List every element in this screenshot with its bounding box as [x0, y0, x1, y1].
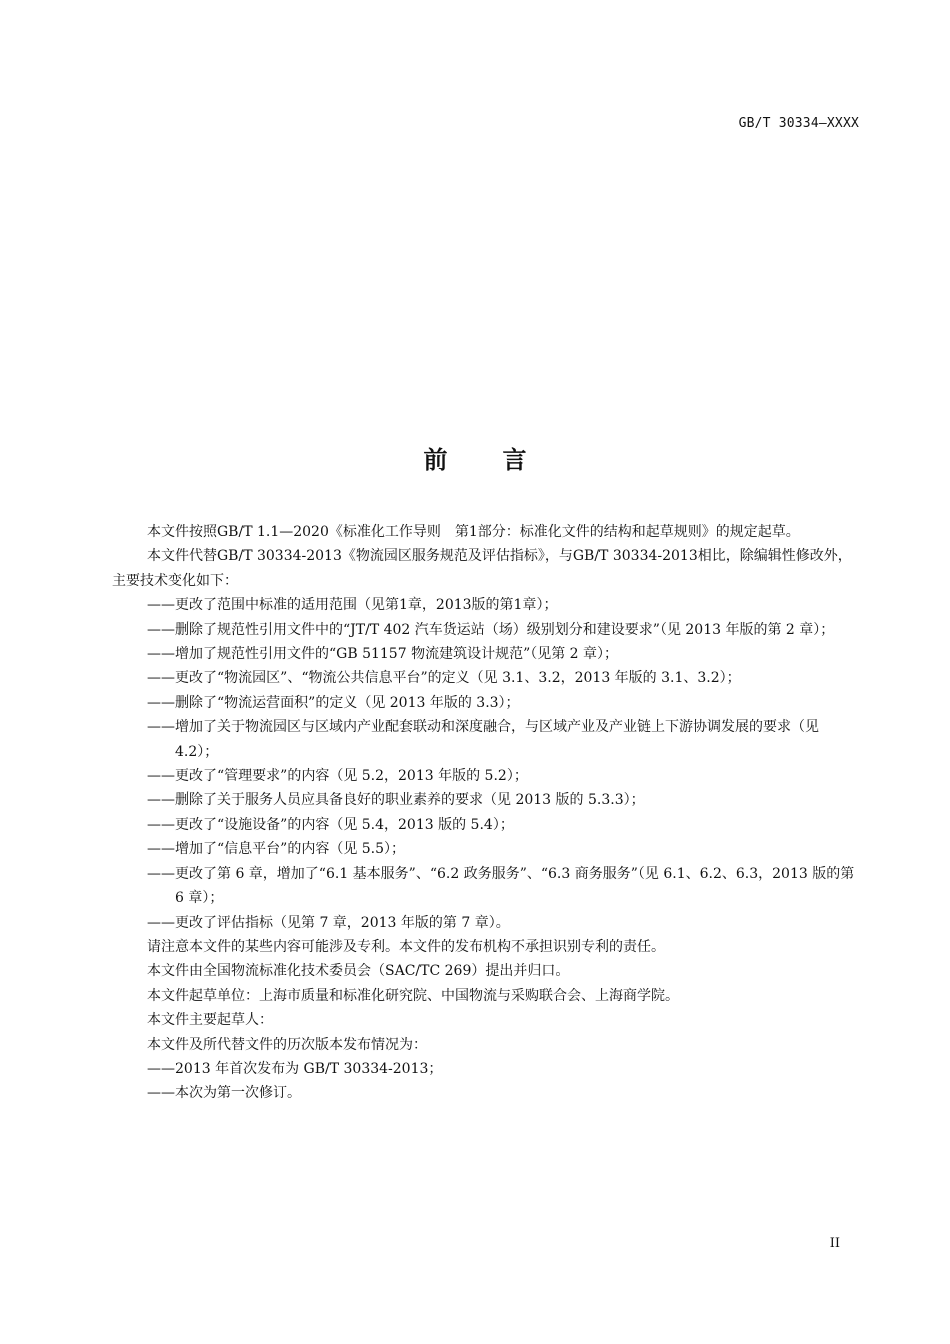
- note-patent: 请注意本文件的某些内容可能涉及专利。本文件的发布机构不承担识别专利的责任。: [147, 938, 665, 955]
- change-item: ——更改了范围中标准的适用范围（见第1章，2013版的第1章）；: [147, 597, 558, 614]
- change-item: ——删除了“物流运营面积”的定义（见 2013 年版的 3.3）；: [147, 694, 520, 711]
- document-code: GB/T 30334—XXXX: [738, 116, 859, 131]
- change-item: ——增加了“信息平台”的内容（见 5.5）；: [147, 841, 406, 858]
- change-item: ——更改了“设施设备”的内容（见 5.4，2013 版的 5.4）；: [147, 816, 514, 833]
- change-item: ——更改了评估指标（见第 7 章，2013 年版的第 7 章）。: [147, 914, 510, 931]
- change-item: ——更改了第 6 章，增加了“6.1 基本服务”、“6.2 政务服务”、“6.3 商务服务”（见 6.1、6.2、6.3，2013 版的第 6 章）；: [147, 865, 855, 907]
- paragraph-drafting-rules: 本文件按照GB/T 1.1—2020《标准化工作导则 第1部分：标准化文件的结构和起草规则》的规定起草。: [147, 524, 800, 540]
- change-item: ——增加了规范性引用文件的“GB 51157 物流建筑设计规范”（见第 2 章）；: [147, 646, 619, 663]
- note-history-intro: 本文件及所代替文件的历次版本发布情况为：: [147, 1036, 427, 1053]
- page-number: II: [829, 1236, 840, 1251]
- change-item: ——更改了“物流园区”、“物流公共信息平台”的定义（见 3.1、3.2，2013 年版的 3.1、3.2）；: [147, 670, 741, 687]
- note-drafters: 本文件主要起草人：: [147, 1012, 273, 1029]
- history-item: ——2013 年首次发布为 GB/T 30334-2013；: [147, 1060, 443, 1077]
- change-item: ——删除了关于服务人员应具备良好的职业素养的要求（见 2013 版的 5.3.3）；: [147, 792, 645, 809]
- note-committee: 本文件由全国物流标准化技术委员会（SAC/TC 269）提出并归口。: [147, 963, 570, 980]
- change-item: ——删除了规范性引用文件中的“JT/T 402 汽车货运站（场）级别划分和建设要求”（见 2013 年版的第 2 章）；: [147, 621, 835, 638]
- section-title: [0, 440, 950, 475]
- change-item: ——增加了关于物流园区与区域内产业配套联动和深度融合，与区域产业及产业链上下游协调发展的要求（见 4.2）；: [147, 719, 819, 760]
- change-item: ——更改了“管理要求”的内容（见 5.2，2013 年版的 5.2）；: [147, 768, 528, 785]
- note-drafting-units: 本文件起草单位：上海市质量和标准化研究院、中国物流与采购联合会、上海商学院。: [147, 987, 679, 1004]
- paragraph-replacement: 本文件代替GB/T 30334-2013《物流园区服务规范及评估指标》，与GB/T 30334-2013相比，除编辑性修改外，主要技术变化如下：: [112, 548, 852, 589]
- history-item: ——本次为第一次修订。: [147, 1085, 301, 1102]
- title-char-1: 前: [423, 446, 448, 474]
- title-char-2: 言: [502, 446, 527, 474]
- foreword-body: [112, 520, 860, 1106]
